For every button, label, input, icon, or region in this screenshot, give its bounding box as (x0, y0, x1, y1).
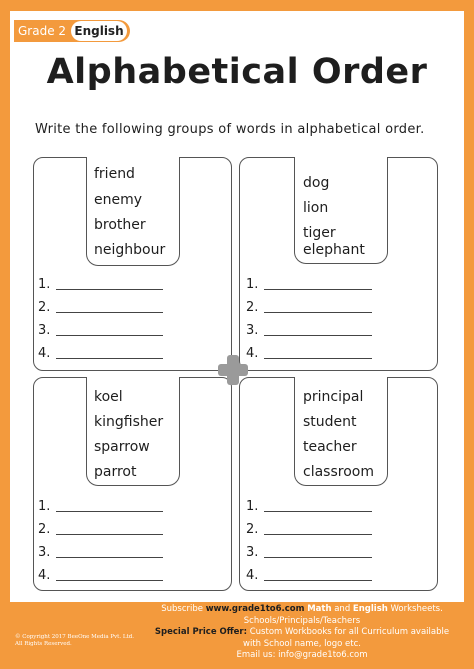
word: neighbour (94, 242, 166, 258)
answer-line[interactable] (264, 335, 372, 336)
copyright-line: © Copyright 2017 BeeOne Media Pvt. Ltd. (15, 634, 134, 640)
subject-label: English (71, 21, 127, 41)
word: teacher (303, 439, 357, 455)
word: classroom (303, 464, 374, 480)
word: koel (94, 389, 123, 405)
answer-number: 4. (38, 568, 51, 583)
subscribe-text: Subscribe (161, 604, 203, 614)
answer-number: 2. (246, 300, 259, 315)
audience-text: Schools/Principals/Teachers (243, 615, 361, 626)
answer-number: 1. (38, 499, 51, 514)
instruction-text: Write the following groups of words in alphabetical order. (35, 122, 425, 137)
offer-text-2: with School name, logo etc. (243, 638, 361, 649)
answer-number: 2. (246, 522, 259, 537)
word: brother (94, 217, 146, 233)
and-text: and (334, 604, 351, 614)
word: kingfisher (94, 414, 164, 430)
plus-divider-icon (227, 355, 239, 385)
answer-number: 4. (246, 568, 259, 583)
word: dog (303, 175, 330, 191)
answer-line[interactable] (264, 358, 372, 359)
answer-line[interactable] (56, 289, 163, 290)
answer-number: 3. (246, 323, 259, 338)
answer-line[interactable] (264, 289, 372, 290)
worksheets-text: Worksheets. (390, 604, 443, 614)
answer-line[interactable] (56, 580, 163, 581)
word: parrot (94, 464, 137, 480)
word: elephant (303, 242, 365, 258)
answer-line[interactable] (264, 557, 372, 558)
answer-number: 4. (246, 346, 259, 361)
word: tiger (303, 225, 336, 241)
answer-number: 2. (38, 522, 51, 537)
answer-line[interactable] (264, 534, 372, 535)
promo-line-3 (134, 627, 470, 639)
answer-number: 2. (38, 300, 51, 315)
answer-line[interactable] (56, 557, 163, 558)
answer-line[interactable] (264, 511, 372, 512)
word: friend (94, 166, 135, 182)
offer-label: Special Price Offer: (154, 627, 248, 637)
word: sparrow (94, 439, 150, 455)
word: lion (303, 200, 329, 216)
promo-block (134, 604, 470, 662)
site-link[interactable]: www.grade1to6.com (205, 604, 305, 614)
answer-line[interactable] (264, 580, 372, 581)
offer-text: Custom Workbooks for all Curriculum available (249, 627, 450, 637)
copyright (15, 634, 134, 648)
word: enemy (94, 192, 143, 208)
answer-number: 3. (246, 545, 259, 560)
answer-number: 1. (246, 277, 259, 292)
word: student (303, 414, 357, 430)
answer-line[interactable] (56, 335, 163, 336)
answer-number: 1. (38, 277, 51, 292)
page-title: Alphabetical Order (46, 52, 428, 92)
word: principal (303, 389, 364, 405)
english-text: English (352, 604, 388, 614)
promo-line-1 (134, 604, 470, 616)
copyright-line: All Rights Reserved. (15, 641, 72, 647)
answer-line[interactable] (56, 358, 163, 359)
email-text[interactable]: Email us: info@grade1to6.com (236, 650, 368, 660)
math-text: Math (307, 604, 332, 614)
answer-line[interactable] (56, 511, 163, 512)
answer-line[interactable] (56, 534, 163, 535)
answer-number: 3. (38, 323, 51, 338)
answer-number: 4. (38, 346, 51, 361)
answer-number: 1. (246, 499, 259, 514)
answer-number: 3. (38, 545, 51, 560)
answer-line[interactable] (56, 312, 163, 313)
answer-line[interactable] (264, 312, 372, 313)
grade-label: Grade 2 (18, 24, 67, 38)
